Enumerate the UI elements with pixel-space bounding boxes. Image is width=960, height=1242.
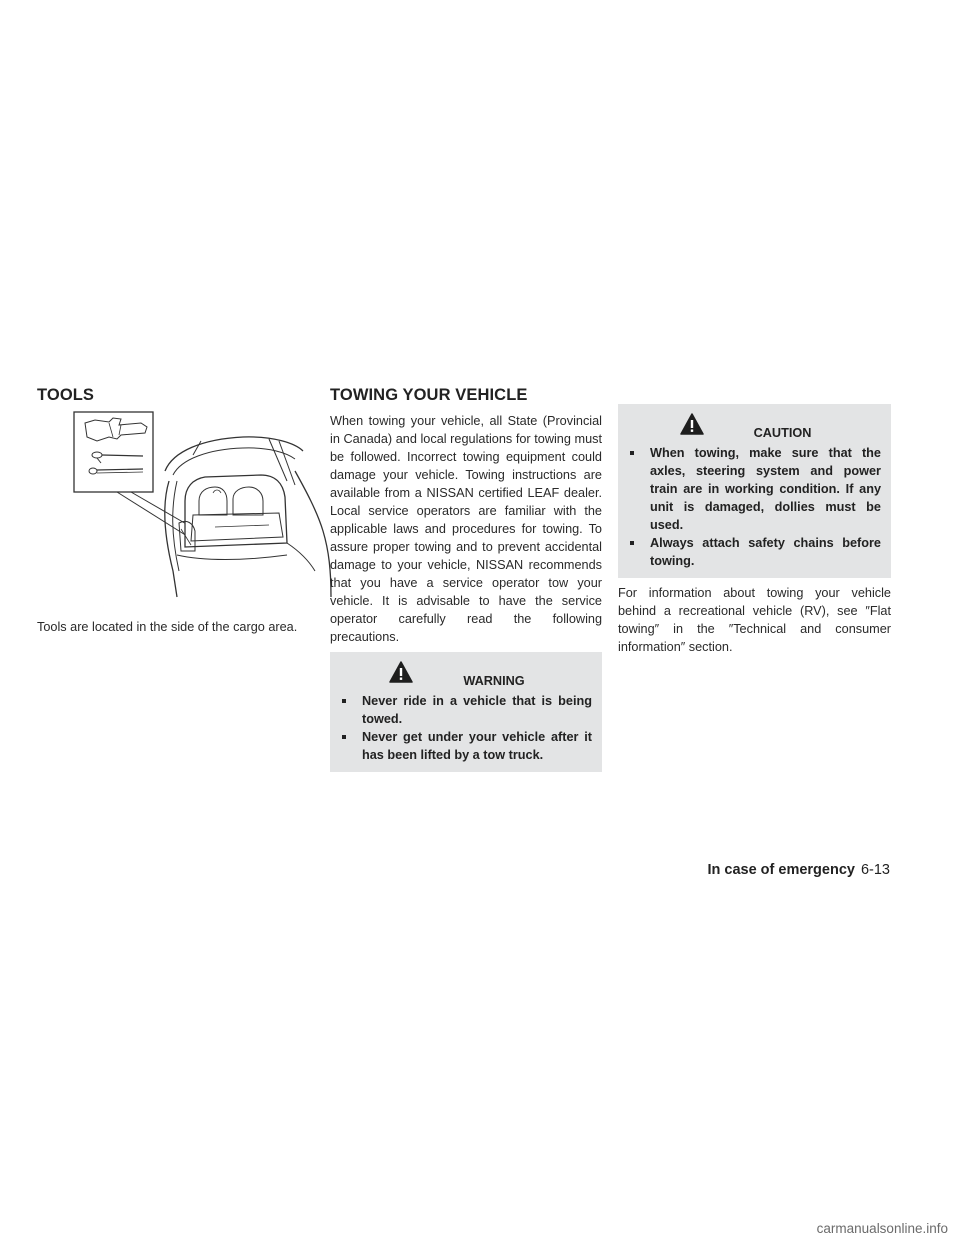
page-footer: [0, 862, 890, 878]
warning-box: [330, 652, 602, 772]
cargo-area-drawing: [73, 411, 333, 599]
caution-item: When towing, make sure that the axles, steering system and power train are in working condition. If any unit is damaged, dollies must be used.: [628, 444, 881, 534]
tools-section: [37, 385, 309, 634]
warning-header: [340, 662, 592, 690]
towing-intro-paragraph: When towing your vehicle, all State (Provincial in Canada) and local regulations for towing must be followed. Incorrect towing equipment could damage your vehicle. Towing instructions are available from a NISSAN certified LEAF dealer. Local service operators are familiar with the applicable laws and procedures for towing. To assure proper towing and to prevent accidental damage to your vehicle, NISSAN recommends that you have a service operator tow your vehicle. It is advisable to have the service operator carefully read the following precautions.: [330, 414, 602, 644]
warning-item: Never get under your vehicle after it has been lifted by a tow truck.: [340, 728, 592, 764]
towing-continued: [618, 404, 891, 656]
caution-label: CAUTION: [753, 426, 812, 440]
chapter-title: In case of emergency: [707, 862, 855, 878]
page-number: 6-13: [860, 862, 890, 878]
warning-label: WARNING: [463, 674, 525, 688]
towing-heading: TOWING YOUR VEHICLE: [330, 386, 528, 404]
tools-caption: Tools are located in the side of the cargo area.: [37, 620, 298, 634]
rv-towing-info-paragraph: For information about towing your vehicle behind a recreational vehicle (RV), see ″Flat towing″ in the ″Technical and consumer information″ section.: [618, 586, 891, 654]
warning-item: Never ride in a vehicle that is being towed.: [340, 692, 592, 728]
caution-box: [618, 404, 891, 578]
caution-list: [628, 444, 881, 570]
caution-triangle-icon: [680, 413, 704, 435]
warning-list: [340, 692, 592, 764]
caution-header: [628, 414, 881, 442]
towing-section: [330, 385, 602, 772]
tools-location-illustration: [73, 411, 333, 599]
warning-triangle-icon: [389, 661, 413, 683]
caution-item: Always attach safety chains before towing.: [628, 534, 881, 570]
watermark-text: carmanualsonline.info: [816, 1221, 948, 1236]
tools-heading: TOOLS: [37, 386, 95, 404]
